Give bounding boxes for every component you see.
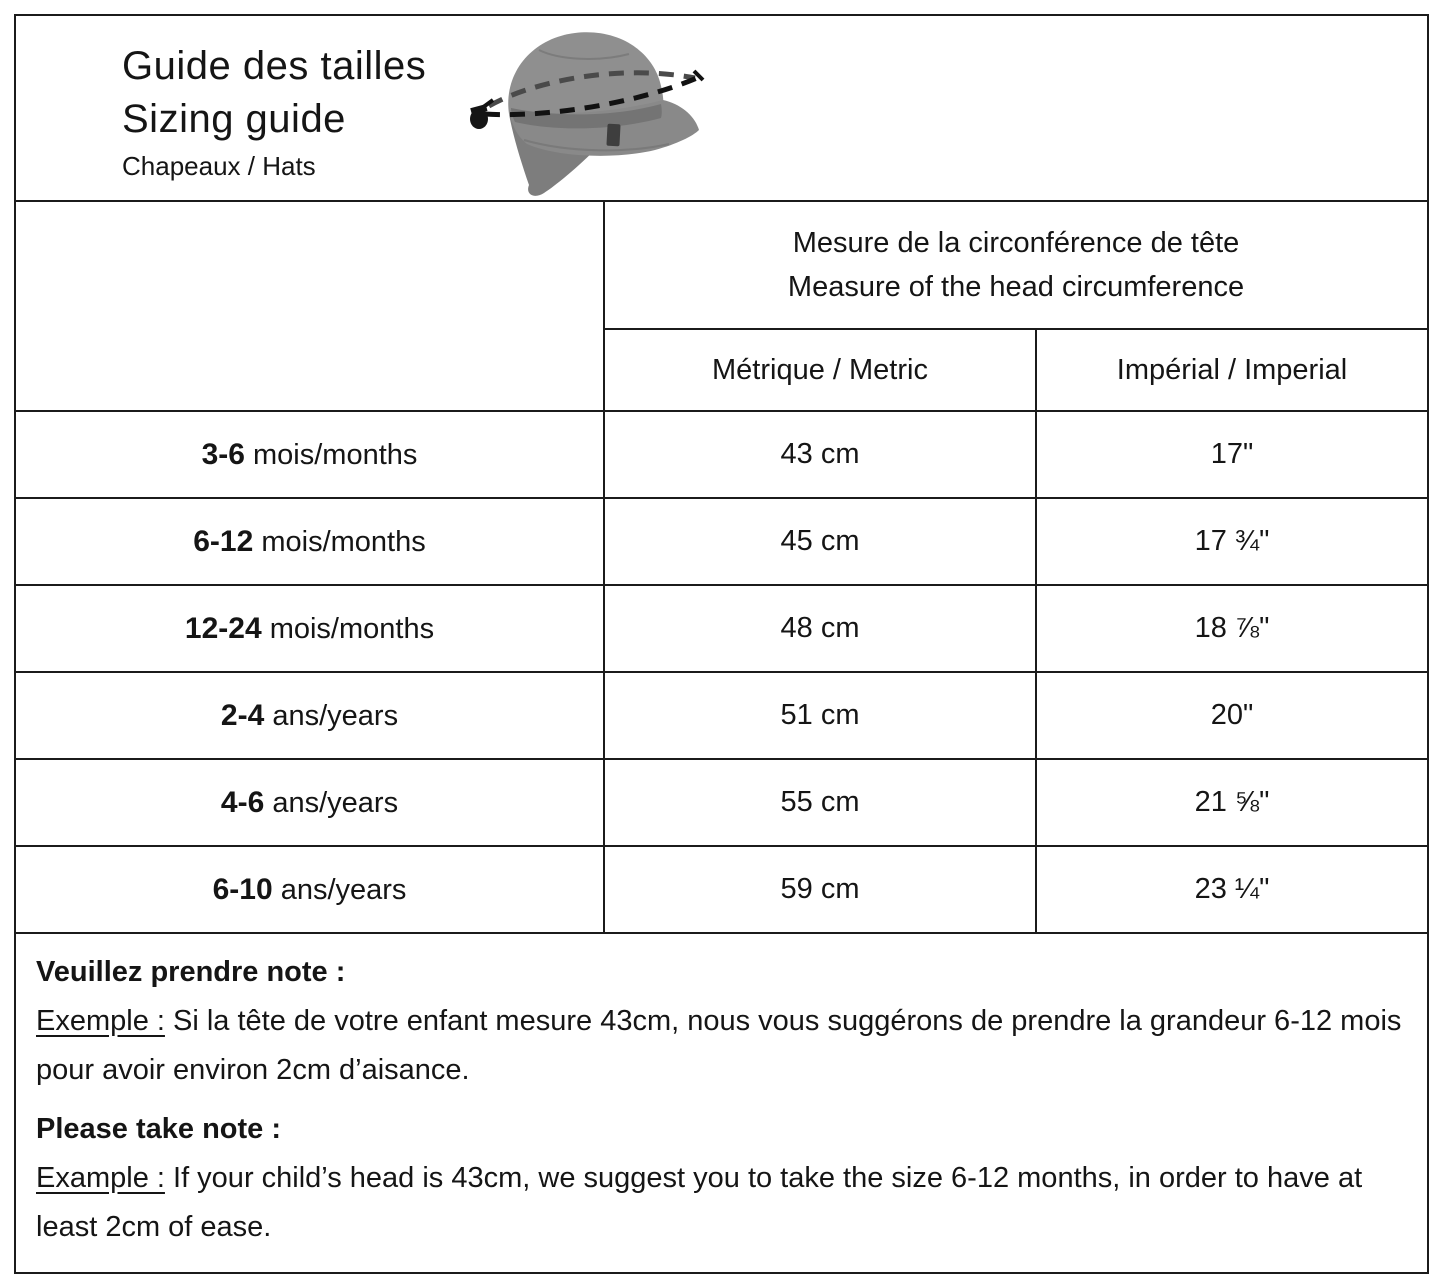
size-range: 2-4 xyxy=(220,698,265,732)
size-unit-label: ans/years xyxy=(272,786,399,819)
imperial-value: 17" xyxy=(1036,411,1428,498)
imperial-value: 20" xyxy=(1036,672,1428,759)
size-range: 4-6 xyxy=(220,785,265,819)
metric-value: 55 cm xyxy=(604,759,1036,846)
header-box xyxy=(14,14,1429,200)
subtitle-category: Chapeaux / Hats xyxy=(122,151,316,181)
size-range: 6-12 xyxy=(193,524,254,558)
metric-value: 45 cm xyxy=(604,498,1036,585)
size-unit-label: ans/years xyxy=(280,873,407,906)
table-row xyxy=(15,759,1428,846)
imperial-value: 23 ¼" xyxy=(1036,846,1428,933)
imperial-value: 17 ¾" xyxy=(1036,498,1428,585)
hat-image xyxy=(448,20,720,200)
table-row xyxy=(15,846,1428,933)
bucket-hat-icon xyxy=(448,20,720,200)
size-cell xyxy=(15,585,604,672)
note-title-english: Please take note : xyxy=(36,1113,281,1145)
empty-corner-cell xyxy=(15,201,604,411)
metric-value: 43 cm xyxy=(604,411,1036,498)
size-cell xyxy=(15,411,604,498)
size-unit-label: mois/months xyxy=(261,525,426,558)
table-row xyxy=(15,498,1428,585)
size-unit-label: mois/months xyxy=(269,612,435,645)
merged-header-cell xyxy=(604,201,1428,329)
table-row xyxy=(15,411,1428,498)
sizing-guide-sheet xyxy=(14,14,1429,1274)
title-english: Sizing guide xyxy=(122,97,346,141)
note-example-label-en: Example : xyxy=(36,1162,165,1194)
note-title-french: Veuillez prendre note : xyxy=(36,956,346,988)
size-cell xyxy=(15,846,604,933)
size-range: 3-6 xyxy=(201,437,245,471)
title-french: Guide des tailles xyxy=(122,44,427,88)
note-example-text-fr: Si la tête de votre enfant mesure 43cm, nous vous suggérons de prendre la grandeur 6-12 mois pour avoir environ 2cm d’aisance. xyxy=(36,1005,1402,1086)
note-example-label-fr: Exemple : xyxy=(36,1005,165,1037)
size-cell xyxy=(15,672,604,759)
title-block xyxy=(16,16,1427,186)
note-example-text-en: If your child’s head is 43cm, we suggest you to take the size 6-12 months, in order to have at least 2cm of ease. xyxy=(36,1162,1363,1243)
hat-label-tag xyxy=(606,124,620,147)
notes-section xyxy=(14,934,1429,1274)
metric-value: 59 cm xyxy=(604,846,1036,933)
metric-value: 51 cm xyxy=(604,672,1036,759)
note-example-french xyxy=(36,997,1407,1095)
header-circumference-fr: Mesure de la circonférence de tête xyxy=(792,227,1240,259)
size-unit-label: mois/months xyxy=(253,438,418,471)
metric-value: 48 cm xyxy=(604,585,1036,672)
imperial-value: 18 ⅞" xyxy=(1036,585,1428,672)
note-example-english xyxy=(36,1154,1407,1252)
table-row xyxy=(15,585,1428,672)
size-range: 6-10 xyxy=(212,872,273,906)
column-header-metric: Métrique / Metric xyxy=(604,329,1036,411)
imperial-value: 21 ⅝" xyxy=(1036,759,1428,846)
size-table xyxy=(14,200,1429,934)
table-row xyxy=(15,672,1428,759)
size-range: 12-24 xyxy=(184,611,262,645)
column-header-imperial: Impérial / Imperial xyxy=(1036,329,1428,411)
header-circumference-en: Measure of the head circumference xyxy=(787,271,1245,303)
size-unit-label: ans/years xyxy=(272,699,399,732)
cord-toggle xyxy=(470,104,488,129)
size-cell xyxy=(15,498,604,585)
size-cell xyxy=(15,759,604,846)
